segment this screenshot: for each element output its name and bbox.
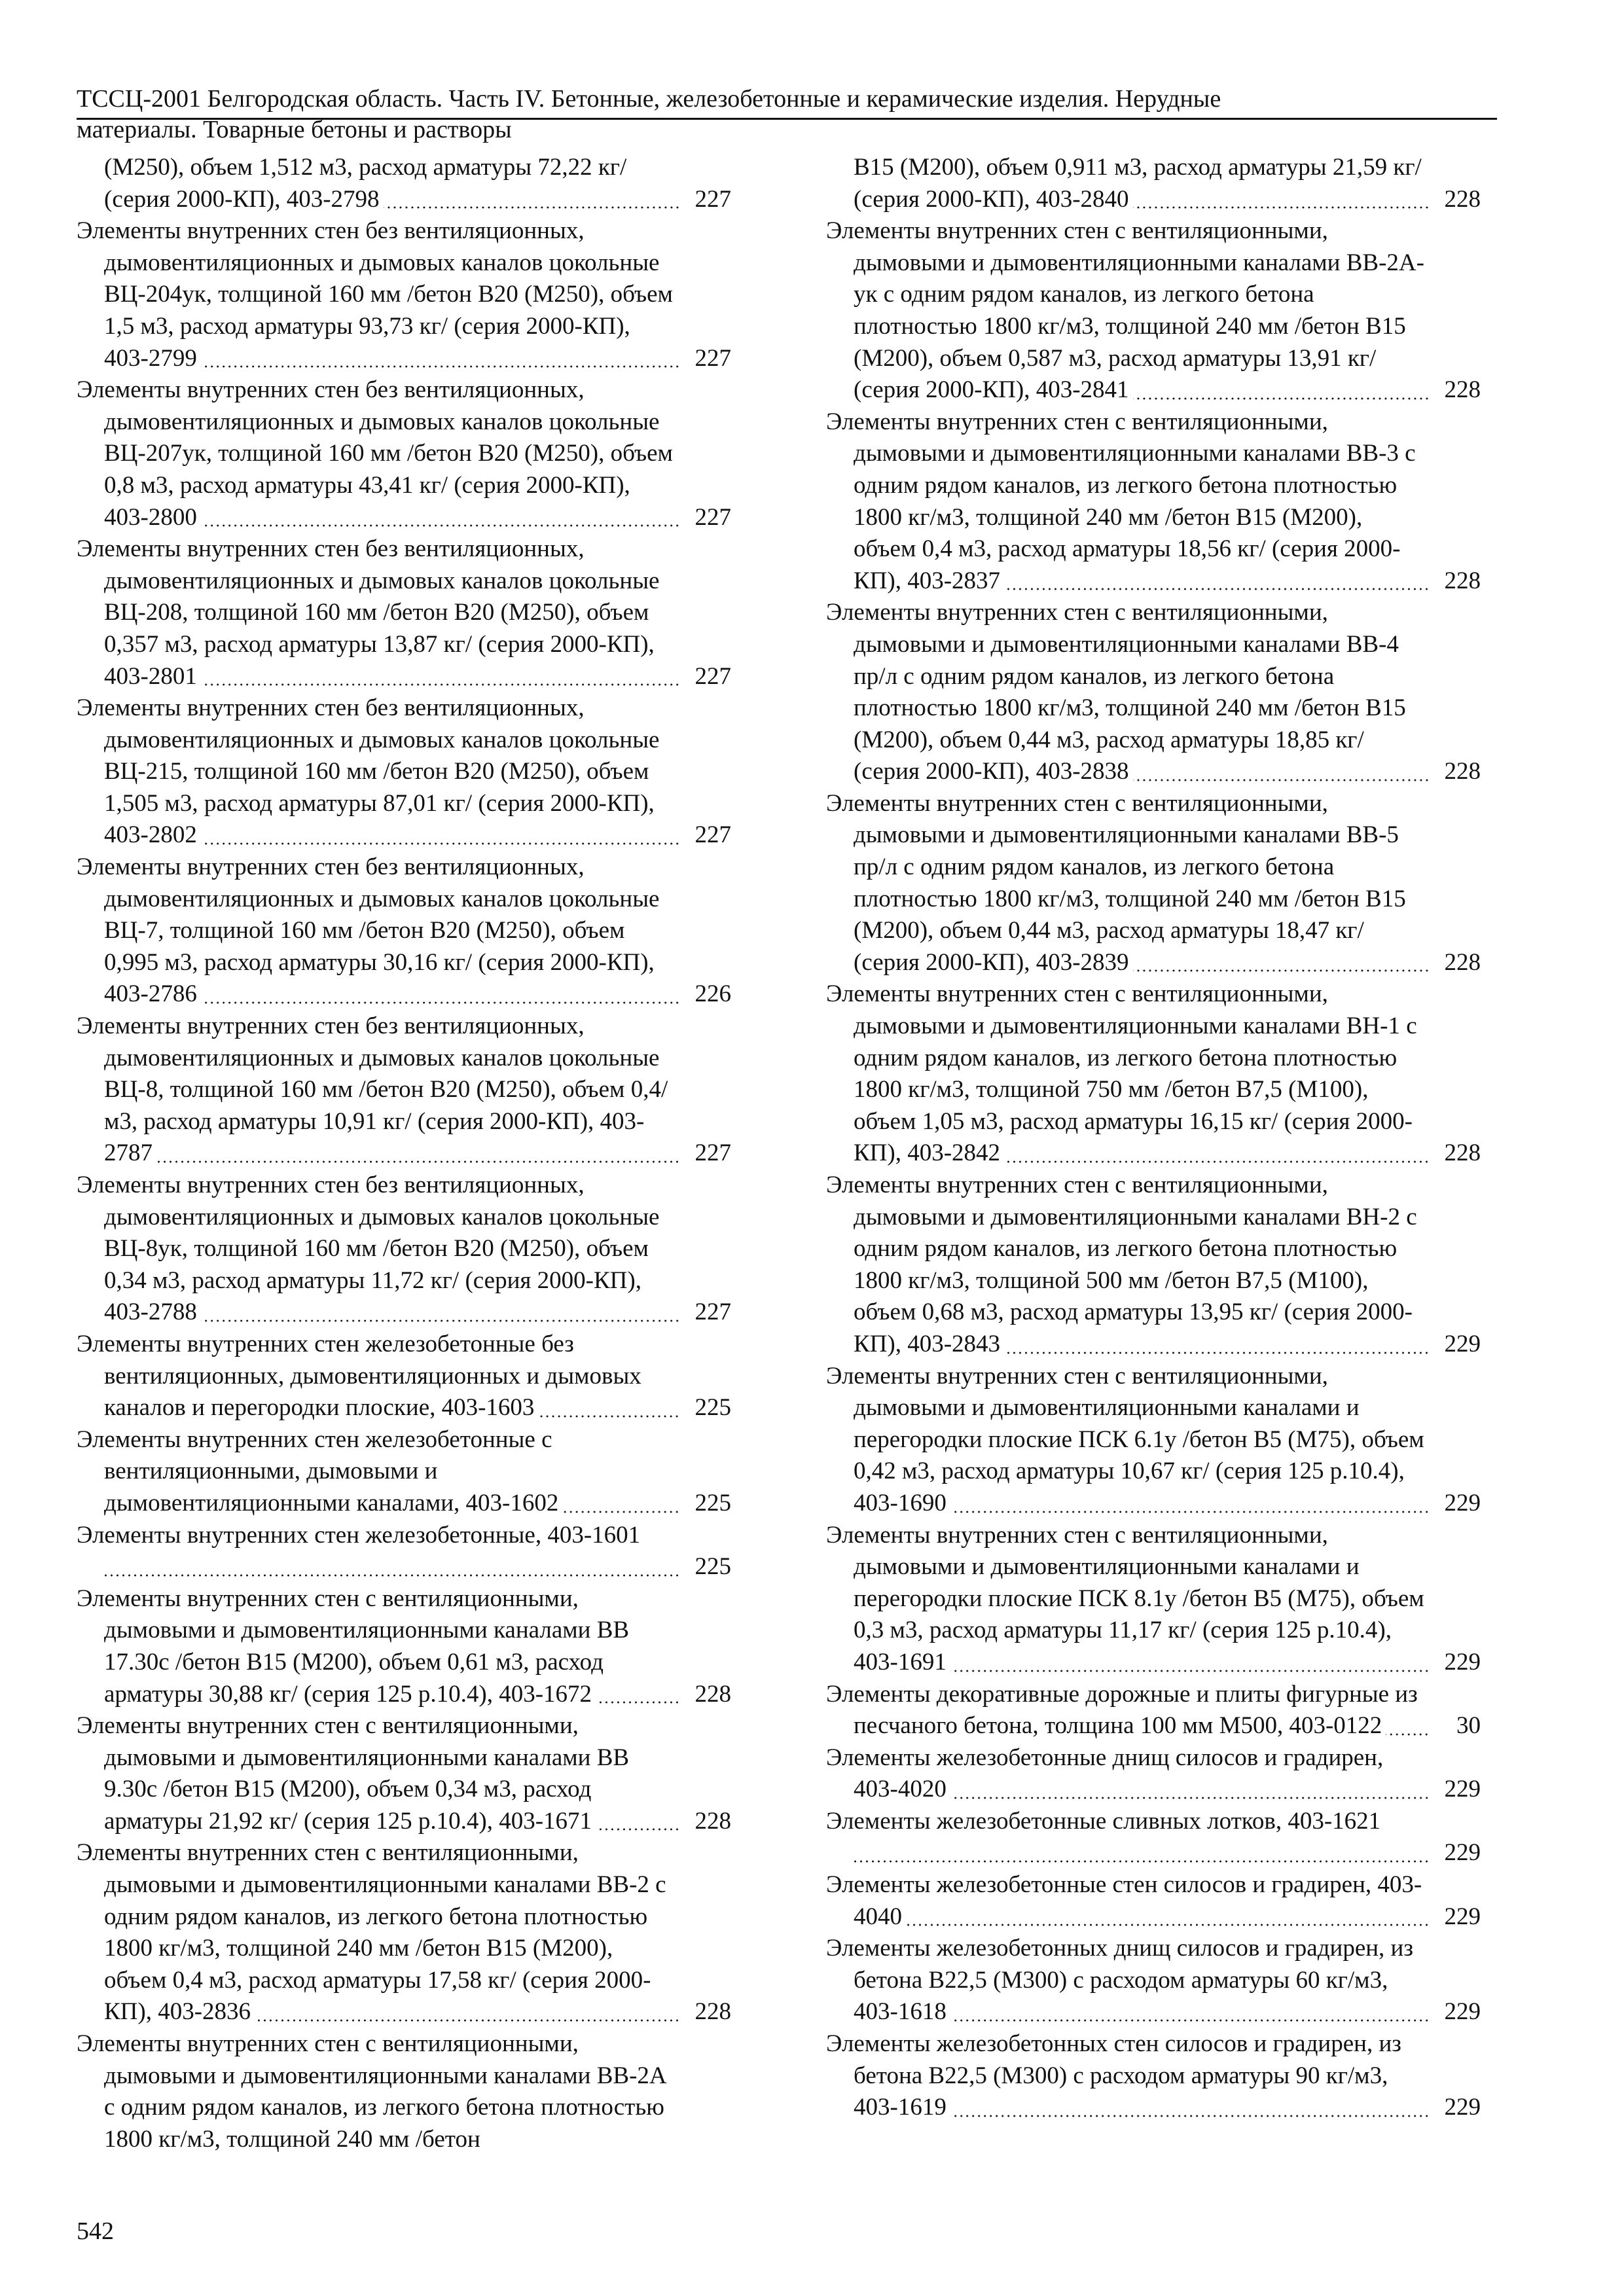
index-entry	[77, 852, 731, 1011]
index-entry-leader-line	[826, 1837, 1481, 1869]
index-entry-page: 229	[1444, 1903, 1481, 1930]
index-entry-text: Элементы железобетонные сливных лотков, 403-1621	[826, 1807, 1381, 1835]
index-entry-page: 228	[1444, 185, 1481, 213]
index-entry-page: 227	[695, 503, 731, 531]
index-entry	[826, 788, 1481, 979]
index-entry-page-ref	[685, 1138, 731, 1170]
dot-leader	[906, 1924, 1430, 1926]
index-entry-page-ref	[685, 1679, 731, 1711]
index-entry	[826, 406, 1481, 598]
index-entry-page-ref	[685, 978, 731, 1011]
index-entry	[826, 1742, 1481, 1806]
dot-leader	[1004, 1160, 1430, 1163]
index-entry-page: 225	[695, 1489, 731, 1516]
dot-leader	[104, 1574, 680, 1577]
index-entry-text: Элементы внутренних стен с вентиляционными, дымовыми и дымовентиляционными каналами ВВ-5 пр/л с одним рядом каналов, из легкого бетона плотностью 1800 кг/м3, толщиной 240 мм /бетон В15 (М200), объем 0,44 м3, расход арматуры 18,47 кг/ (серия 2000-КП), 403-2839	[826, 789, 1406, 976]
dot-leader	[384, 206, 680, 209]
index-entry-page: 228	[695, 1680, 731, 1708]
index-entry-page-ref	[685, 661, 731, 693]
index-entry-text: Элементы железобетонных стен силосов и градирен, из бетона В22,5 (М300) с расходом арматуры 90 кг/м3, 403-1619	[826, 2030, 1401, 2121]
index-entry-text: Элементы декоративные дорожные и плиты фигурные из песчаного бетона, толщина 100 мм М500, 403-0122	[826, 1680, 1418, 1740]
dot-leader	[201, 683, 680, 686]
index-entry-text: Элементы внутренних стен с вентиляционными, дымовыми и дымовентиляционными каналами ВН-1 с одним рядом каналов, из легкого бетона плотностью 1800 кг/м3, толщиной 750 мм /бетон В7,5 (М100), объем 1,05 м3, расход арматуры 16,15 кг/ (серия 2000-КП), 403-2842	[826, 980, 1417, 1167]
index-entry-page-ref	[685, 1392, 731, 1424]
index-entry-text: Элементы внутренних стен без вентиляционных, дымовентиляционных и дымовых каналов цокольные ВЦ-7, толщиной 160 мм /бетон В20 (М250), объем 0,995 м3, расход арматуры 30,16 кг/ (серия 2000-КП), 403-2786	[77, 853, 660, 1008]
index-entry-page: 227	[695, 185, 731, 213]
index-entry-page: 227	[695, 344, 731, 372]
dot-leader	[950, 1670, 1430, 1672]
page-number: 542	[77, 2217, 114, 2245]
index-entry	[77, 1424, 731, 1520]
index-entry-page: 228	[695, 1807, 731, 1835]
index-entry	[826, 1806, 1481, 1869]
index-entry-page-ref	[1435, 184, 1481, 216]
index-entry	[77, 1583, 731, 1710]
index-entry-page: 227	[695, 821, 731, 849]
header-line-2: материалы. Товарные бетоны и растворы	[77, 116, 512, 143]
dot-leader	[1004, 588, 1430, 590]
index-entry-text: Элементы внутренних стен без вентиляционных, дымовентиляционных и дымовых каналов цокольные ВЦ-207ук, толщиной 160 мм /бетон В20 (М250), объем 0,8 м3, расход арматуры 43,41 кг/ (серия 2000-КП), 403-2800	[77, 376, 673, 531]
dot-leader	[201, 842, 680, 845]
index-entry-leader-line	[77, 1551, 731, 1583]
index-entry	[77, 1170, 731, 1329]
dot-leader	[201, 1001, 680, 1004]
dot-leader	[1004, 1352, 1430, 1354]
index-entry-text: Элементы внутренних стен с вентиляционными, дымовыми и дымовентиляционными каналами ВВ-2 с одним рядом каналов, из легкого бетона плотностью 1800 кг/м3, толщиной 240 мм /бетон В15 (М200), объем 0,4 м3, расход арматуры 17,58 кг/ (серия 2000-КП), 403-2836	[77, 1839, 666, 2026]
dot-leader	[1133, 779, 1430, 781]
index-entry	[77, 533, 731, 692]
index-entry-text: Элементы внутренних стен без вентиляционных, дымовентиляционных и дымовых каналов цокольные ВЦ-215, толщиной 160 мм /бетон В20 (М250), объем 1,505 м3, расход арматуры 87,01 кг/ (серия 2000-КП), 403-2802	[77, 694, 660, 849]
index-entry-page: 30	[1456, 1712, 1481, 1740]
running-header	[77, 84, 1497, 145]
index-entry-text: Элементы внутренних стен железобетонные с вентиляционными, дымовыми и дымовентиляционными каналами, 403-1602	[77, 1426, 559, 1516]
index-entry-page: 228	[1444, 758, 1481, 785]
index-entry-text: Элементы внутренних стен с вентиляционными, дымовыми и дымовентиляционными каналами ВВ-4 пр/л с одним рядом каналов, из легкого бетона плотностью 1800 кг/м3, толщиной 240 мм /бетон В15 (М200), объем 0,44 м3, расход арматуры 18,85 кг/ (серия 2000-КП), 403-2838	[826, 599, 1406, 785]
index-entry	[77, 1837, 731, 2028]
index-entry-text: Элементы внутренних стен железобетонные без вентиляционных, дымовентиляционных и дымовых каналов и перегородки плоские, 403-1603	[77, 1330, 641, 1422]
dot-leader	[950, 1511, 1430, 1513]
index-entry-page: 225	[695, 1553, 731, 1581]
index-entry	[77, 692, 731, 852]
index-entry-text: Элементы внутренних стен с вентиляционными, дымовыми и дымовентиляционными каналами ВВ-3 с одним рядом каналов, из легкого бетона плотностью 1800 кг/м3, толщиной 240 мм /бетон В15 (М200), объем 0,4 м3, расход арматуры 18,56 кг/ (серия 2000-КП), 403-2837	[826, 408, 1416, 594]
index-entry	[826, 152, 1481, 215]
index-entry-text: Элементы внутренних стен без вентиляционных, дымовентиляционных и дымовых каналов цокольные ВЦ-208, толщиной 160 мм /бетон В20 (М250), объем 0,357 м3, расход арматуры 13,87 кг/ (серия 2000-КП), 403-2801	[77, 535, 660, 690]
index-entry	[77, 374, 731, 533]
index-entry	[77, 1710, 731, 1837]
index-entry-page-ref	[685, 1488, 731, 1520]
index-entry	[826, 1170, 1481, 1361]
index-entry	[77, 215, 731, 374]
dot-leader	[538, 1415, 680, 1418]
dot-leader	[1133, 206, 1430, 209]
index-entry-page-ref	[1435, 1837, 1481, 1869]
index-entry	[77, 1520, 731, 1583]
index-entry-page-ref	[685, 819, 731, 852]
dot-leader	[596, 1701, 680, 1704]
index-entry-page: 229	[1444, 1330, 1481, 1357]
index-entry-page: 227	[695, 662, 731, 690]
index-entry-page: 229	[1444, 1489, 1481, 1516]
dot-leader	[201, 524, 680, 527]
index-entry	[826, 1679, 1481, 1742]
index-entry-text: Элементы внутренних стен с вентиляционными, дымовыми и дымовентиляционными каналами ВВ-2А-ук с одним рядом каналов, из легкого бетона плотностью 1800 кг/м3, толщиной 240 мм /бетон В15 (М200), объем 0,587 м3, расход арматуры 13,91 кг/ (серия 2000-КП), 403-2841	[826, 217, 1424, 404]
index-entry-page: 225	[695, 1394, 731, 1422]
index-entry-page: 228	[1444, 1139, 1481, 1167]
dot-leader	[201, 365, 680, 368]
index-entry-text: Элементы внутренних стен с вентиляционными, дымовыми и дымовентиляционными каналами и перегородки плоские ПСК 8.1у /бетон В5 (М75), объем 0,3 м3, расход арматуры 11,17 кг/ (серия 125 р.10.4), 403-1691	[826, 1521, 1424, 1676]
index-entry-page-ref	[1435, 1710, 1481, 1742]
index-entry-text: Элементы железобетонные стен силосов и градирен, 403-4040	[826, 1871, 1422, 1930]
index-entry-page-ref	[685, 502, 731, 534]
index-entry	[826, 1520, 1481, 1679]
index-entry-text: Элементы внутренних стен без вентиляционных, дымовентиляционных и дымовых каналов цокольные ВЦ-8, толщиной 160 мм /бетон В20 (М250), объем 0,4/ м3, расход арматуры 10,91 кг/ (серия 2000-КП), 403-2787	[77, 1013, 668, 1167]
index-entry	[826, 597, 1481, 788]
index-entry-page: 229	[1444, 1839, 1481, 1867]
index-entry-page: 229	[1444, 1648, 1481, 1676]
index-entry-page-ref	[1435, 1329, 1481, 1361]
index-entry-text: Элементы железобетонных днищ силосов и градирен, из бетона В22,5 (М300) с расходом арматуры 60 кг/м3, 403-1618	[826, 1935, 1413, 2026]
index-entry-page: 228	[695, 1998, 731, 2026]
index-entry	[826, 2028, 1481, 2124]
index-entry	[826, 1933, 1481, 2028]
index-column-left	[77, 152, 731, 2155]
dot-leader	[596, 1828, 680, 1831]
index-entry-text: В15 (М200), объем 0,911 м3, расход арматуры 21,59 кг/ (серия 2000-КП), 403-2840	[854, 154, 1422, 213]
dot-leader	[562, 1511, 680, 1513]
index-entry-text: Элементы внутренних стен с вентиляционными, дымовыми и дымовентиляционными каналами и перегородки плоские ПСК 6.1у /бетон В5 (М75), объем 0,42 м3, расход арматуры 10,67 кг/ (серия 125 р.10.4), 403-1690	[826, 1362, 1424, 1516]
index-entry-text: Элементы железобетонные днищ силосов и градирен, 403-4020	[826, 1744, 1384, 1803]
dot-leader	[255, 2019, 680, 2022]
index-entry-text: (М250), объем 1,512 м3, расход арматуры 72,22 кг/ (серия 2000-КП), 403-2798	[104, 154, 627, 213]
index-entry-page-ref	[1435, 756, 1481, 788]
index-entry-text: Элементы внутренних стен с вентиляционными, дымовыми и дымовентиляционными каналами ВВ-2А с одним рядом каналов, из легкого бетона плотностью 1800 кг/м3, толщиной 240 мм /бетон	[77, 2030, 667, 2153]
index-entry-page-ref	[685, 1551, 731, 1583]
header-line-1: ТССЦ-2001 Белгородская область. Часть IV. Бетонные, железобетонные и керамические изделия. Нерудные	[77, 85, 1221, 113]
index-entry-page-ref	[685, 184, 731, 216]
index-entry-page-ref	[1435, 2092, 1481, 2124]
dot-leader	[854, 1860, 1430, 1863]
dot-leader	[1133, 969, 1430, 972]
index-entry-page-ref	[685, 1806, 731, 1838]
index-entry-text: Элементы внутренних стен железобетонные, 403-1601	[77, 1521, 641, 1549]
index-entry	[77, 2028, 731, 2155]
index-entry-text: Элементы внутренних стен без вентиляционных, дымовентиляционных и дымовых каналов цокольные ВЦ-204ук, толщиной 160 мм /бетон В20 (М250), объем 1,5 м3, расход арматуры 93,73 кг/ (серия 2000-КП), 403-2799	[77, 217, 673, 372]
index-entry-text: Элементы внутренних стен с вентиляционными, дымовыми и дымовентиляционными каналами ВН-2 с одним рядом каналов, из легкого бетона плотностью 1800 кг/м3, толщиной 500 мм /бетон В7,5 (М100), объем 0,68 м3, расход арматуры 13,95 кг/ (серия 2000-КП), 403-2843	[826, 1172, 1417, 1357]
index-entry-page-ref	[1435, 565, 1481, 598]
index-entry-text: Элементы внутренних стен с вентиляционными, дымовыми и дымовентиляционными каналами ВВ 17.30с /бетон В15 (М200), объем 0,61 м3, расход арматуры 30,88 кг/ (серия 125 р.10.4), 403-1672	[77, 1585, 630, 1708]
index-entry-page: 229	[1444, 1998, 1481, 2026]
dot-leader	[950, 2115, 1430, 2117]
index-entry-page-ref	[1435, 1774, 1481, 1806]
index-entry-page-ref	[685, 343, 731, 375]
index-entry	[826, 978, 1481, 1170]
dot-leader	[950, 2019, 1430, 2022]
index-entry-page-ref	[1435, 947, 1481, 979]
dot-leader	[1386, 1733, 1430, 1736]
index-entry-page-ref	[1435, 1901, 1481, 1933]
index-entry-page-ref	[685, 1297, 731, 1329]
index-entry	[826, 1869, 1481, 1933]
index-entry-page-ref	[685, 1996, 731, 2028]
dot-leader	[1133, 397, 1430, 400]
index-entry	[77, 1329, 731, 1424]
index-entry-page: 229	[1444, 2094, 1481, 2121]
dot-leader	[950, 1797, 1430, 1799]
index-entry	[77, 1011, 731, 1170]
index-entry-page-ref	[1435, 1138, 1481, 1170]
index-column-right	[826, 152, 1481, 2124]
index-entry	[826, 1361, 1481, 1520]
index-entry	[77, 152, 731, 215]
dot-leader	[201, 1319, 680, 1322]
index-entry-page: 229	[1444, 1776, 1481, 1803]
index-entry-page: 226	[695, 980, 731, 1008]
index-entry-page: 228	[1444, 567, 1481, 594]
index-entry-page: 227	[695, 1299, 731, 1326]
header-rule	[77, 118, 1497, 120]
index-entry-page-ref	[1435, 374, 1481, 406]
index-entry	[826, 215, 1481, 406]
index-entry-page: 228	[1444, 376, 1481, 404]
index-entry-page-ref	[1435, 1647, 1481, 1679]
index-entry-text: Элементы внутренних стен с вентиляционными, дымовыми и дымовентиляционными каналами ВВ 9.30с /бетон В15 (М200), объем 0,34 м3, расход арматуры 21,92 кг/ (серия 125 р.10.4), 403-1671	[77, 1712, 630, 1835]
index-entry-text: Элементы внутренних стен без вентиляционных, дымовентиляционных и дымовых каналов цокольные ВЦ-8ук, толщиной 160 мм /бетон В20 (М250), объем 0,34 м3, расход арматуры 11,72 кг/ (серия 2000-КП), 403-2788	[77, 1172, 660, 1326]
index-entry-page-ref	[1435, 1488, 1481, 1520]
index-entry-page: 228	[1444, 948, 1481, 976]
dot-leader	[156, 1160, 680, 1163]
index-entry-page-ref	[1435, 1996, 1481, 2028]
index-entry-page: 227	[695, 1139, 731, 1167]
